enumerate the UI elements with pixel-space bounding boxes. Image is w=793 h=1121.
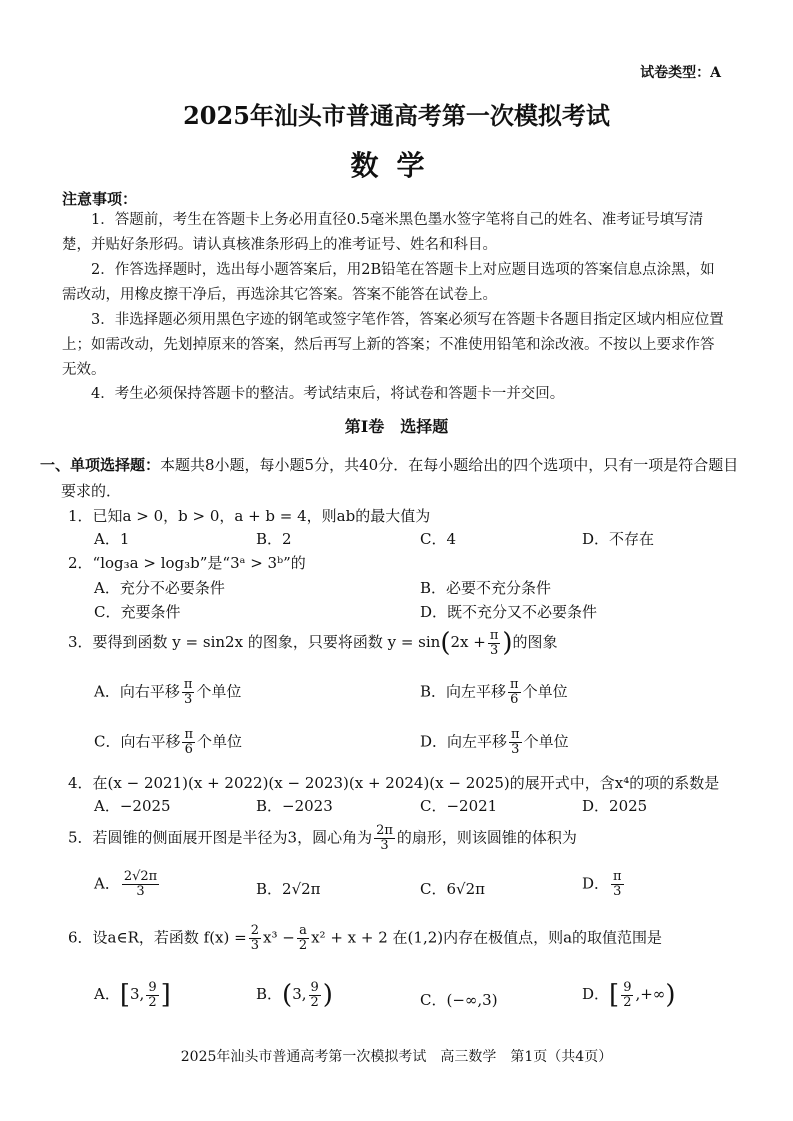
q2-option-b: B．必要不充分条件 [420, 579, 552, 597]
q3-stem [68, 628, 558, 658]
q3-option-c: C．向右平移 $\frac{\pi}{6}$ 个单位 [94, 727, 243, 757]
q3-option-b: B．向左平移 $\frac{\pi}{6}$ 个单位 [420, 677, 568, 707]
notice-item-1: 1．答题前，考生在答题卡上务必用直径0.5毫米黑色墨水签字笔将自己的姓名、准考证号填写清楚，并贴好条形码。请认真核准条形码上的准考证号、姓名和科目。 [62, 212, 704, 253]
q6-option-b: B．(3, $\frac{9}{2}$ ) [256, 979, 333, 1010]
q1-option-d: D．不存在 [582, 530, 655, 548]
subject-title: 数学 [350, 149, 443, 182]
q6-option-c: C．(−∞,3) [420, 991, 498, 1009]
notice-item-4: 4．考生必须保持答题卡的整洁。考试结束后，将试卷和答题卡一并交回。 [91, 386, 565, 402]
notice-item-2: 2．作答选择题时，选出每小题答案后，用2B铅笔在答题卡上对应题目选项的答案信息点涂黑，如需改动，用橡皮擦干净后，再选涂其它答案。答案不能答在试卷上。 [62, 262, 715, 303]
q1-option-c: C．4 [420, 530, 457, 548]
q3-option-a: A．向右平移 $\frac{\pi}{3}$ 个单位 [94, 677, 242, 707]
q6-stem: 6．设a∈R，若函数 f(x) = $\frac{2}{3}$ x³ − $\frac{a}{2}$ x² + x + 2 在(1,2)内存在极值点，则a的取值范围是 [68, 923, 663, 953]
q4-option-a: A．−2025 [94, 797, 171, 815]
q2-cond2: 3ᵃ > 3ᵇ [230, 554, 284, 572]
q3-stem-a: 3．要得到函数 y = sin2x 的图象，只要将函数 y = sin [68, 633, 441, 651]
q3-option-d: D．向左平移 $\frac{\pi}{3}$ 个单位 [420, 727, 569, 757]
q2-post: ”的 [283, 554, 306, 572]
q6-option-a: A．[3, $\frac{9}{2}$ ] [94, 979, 171, 1010]
q4-stem: 4．在(x − 2021)(x + 2022)(x − 2023)(x + 2024)(x − 2025)的展开式中，含x⁴的项的系数是 [68, 774, 720, 792]
q2-option-a: A．充分不必要条件 [94, 579, 225, 597]
section-title: 第Ⅰ卷 选择题 [344, 417, 449, 436]
q1-option-b: B．2 [256, 530, 292, 548]
q1-stem: 1．已知a > 0，b > 0，a + b = 4，则ab的最大值为 [68, 507, 431, 525]
exam-title: 2025年汕头市普通高考第一次模拟考试 [183, 101, 610, 130]
q1-option-a: A．1 [94, 530, 130, 548]
q2-cond1: log₃a > log₃b [100, 554, 200, 572]
notice-heading: 注意事项： [62, 190, 138, 208]
q4-option-c: C．−2021 [420, 797, 498, 815]
paper-type: 试卷类型：A [640, 65, 721, 81]
q3-paren-close: ) [502, 628, 513, 658]
q5-option-a: A． $\frac{2√2\pi}{3}$ [94, 869, 158, 899]
q3-paren-open: ( [440, 628, 451, 658]
notice-item-3: 3．非选择题必须用黑色字迹的钢笔或签字笔作答，答案必须写在答题卡各题目指定区域内相应位置上；如需改动，先划掉原来的答案，然后再写上新的答案；不准使用铅笔和涂改液。不按以上要求作答无效。 [62, 312, 724, 378]
q5-stem: 5．若圆锥的侧面展开图是半径为3，圆心角为 $\frac{2\pi}{3}$ 的扇形，则该圆锥的体积为 [68, 823, 577, 853]
q2-stem [68, 552, 306, 573]
part1-instructions [40, 452, 751, 504]
q4-option-b: B．−2023 [256, 797, 333, 815]
q2-option-c: C．充要条件 [94, 603, 181, 621]
q5-option-c: C．6√2π [420, 880, 485, 898]
q3-stem-b: 的图象 [512, 633, 558, 651]
q3-arg-frac: $\frac{\pi}{3}$ [489, 627, 499, 658]
q6-option-d: D．[ $\frac{9}{2}$ ,+∞) [582, 979, 676, 1010]
part1-label: 一、单项选择题： [40, 456, 161, 474]
part1-desc: 本题共8小题，每小题5分，共40分．在每小题给出的四个选项中，只有一项是符合题目要求的． [61, 456, 739, 500]
q2-pre: 2．“ [68, 554, 101, 572]
q4-option-d: D．2025 [582, 797, 648, 815]
page-footer: 2025年汕头市普通高考第一次模拟考试 高三数学 第1页（共4页） [180, 1049, 613, 1065]
q3-arg: 2x + [450, 633, 486, 651]
q2-mid: ”是“ [199, 554, 231, 572]
q2-option-d: D．既不充分又不必要条件 [420, 603, 598, 621]
q5-option-d: D． $\frac{\pi}{3}$ [582, 869, 622, 899]
q5-option-b: B．2√2π [256, 880, 321, 898]
